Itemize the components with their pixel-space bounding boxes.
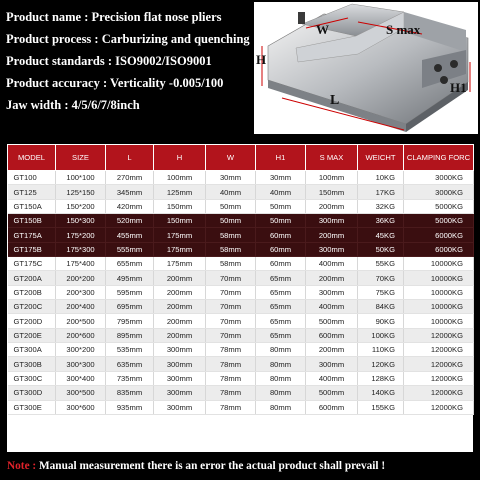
spec-table — [7, 144, 474, 415]
vise-illustration — [254, 2, 478, 134]
table-cell: 150*300 — [56, 214, 106, 228]
table-cell: 150mm — [154, 214, 206, 228]
table-cell: 300*200 — [56, 343, 106, 357]
table-cell: 60mm — [256, 257, 306, 271]
table-cell: 345mm — [106, 185, 154, 199]
table-cell: 80mm — [256, 386, 306, 400]
table-body — [8, 171, 474, 415]
table-cell: 78mm — [206, 371, 256, 385]
table-row — [8, 199, 474, 213]
table-cell: 595mm — [106, 285, 154, 299]
table-cell: 58mm — [206, 257, 256, 271]
note-label: Note : — [7, 460, 39, 472]
table-row — [8, 300, 474, 314]
table-cell: GT200B — [8, 285, 56, 299]
spec-product-name: Product name : Precision flat nose pliers — [6, 10, 222, 24]
table-cell: 175*300 — [56, 242, 106, 256]
screw-hole-right — [450, 60, 458, 68]
table-cell: 70mm — [206, 300, 256, 314]
table-cell: 200*500 — [56, 314, 106, 328]
table-cell: 65mm — [256, 314, 306, 328]
table-cell: 175mm — [154, 242, 206, 256]
table-cell: 300mm — [154, 343, 206, 357]
table-cell: 80mm — [256, 343, 306, 357]
spec-product-accuracy: Product accuracy : Verticality -0.005/100 — [6, 76, 224, 90]
table-cell: 200mm — [306, 343, 358, 357]
table-cell: 65mm — [256, 271, 306, 285]
w-label: W — [316, 22, 329, 37]
column-header: H — [154, 145, 206, 171]
table-cell: 935mm — [106, 400, 154, 414]
table-cell: GT300B — [8, 357, 56, 371]
table-cell: 300*500 — [56, 386, 106, 400]
table-cell: 45KG — [358, 228, 404, 242]
column-header: L — [106, 145, 154, 171]
table-cell: GT125 — [8, 185, 56, 199]
table-cell: 6000KG — [404, 242, 474, 256]
column-header: WEICHT — [358, 145, 404, 171]
table-row — [8, 228, 474, 242]
table-cell: 300mm — [154, 386, 206, 400]
table-cell: 175*200 — [56, 228, 106, 242]
table-cell: 36KG — [358, 214, 404, 228]
table-cell: GT175C — [8, 257, 56, 271]
table-cell: GT200C — [8, 300, 56, 314]
h-label: H — [256, 52, 267, 67]
table-cell: 78mm — [206, 386, 256, 400]
table-cell: 200*600 — [56, 328, 106, 342]
table-cell: 60mm — [256, 228, 306, 242]
table-cell: 300mm — [154, 400, 206, 414]
table-cell: 100*100 — [56, 171, 106, 185]
table-cell: 555mm — [106, 242, 154, 256]
table-cell: 12000KG — [404, 400, 474, 414]
table-cell: 300mm — [306, 214, 358, 228]
spec-product-process: Product process : Carburizing and quenching — [6, 32, 250, 46]
table-cell: 100mm — [154, 171, 206, 185]
table-cell: 50mm — [206, 214, 256, 228]
table-cell: 65mm — [256, 285, 306, 299]
table-cell: 200*300 — [56, 285, 106, 299]
table-cell: 65mm — [256, 328, 306, 342]
table-cell: 10KG — [358, 171, 404, 185]
table-cell: 500mm — [306, 386, 358, 400]
table-cell: 300mm — [154, 357, 206, 371]
table-cell: 300mm — [306, 357, 358, 371]
table-cell: 78mm — [206, 343, 256, 357]
table-cell: 10000KG — [404, 271, 474, 285]
table-cell: 70mm — [206, 285, 256, 299]
table-cell: GT150B — [8, 214, 56, 228]
table-cell: 110KG — [358, 343, 404, 357]
table-row — [8, 314, 474, 328]
table-cell: 300*400 — [56, 371, 106, 385]
table-row — [8, 171, 474, 185]
table-cell: 200mm — [154, 271, 206, 285]
table-cell: 270mm — [106, 171, 154, 185]
table-cell: 100mm — [306, 171, 358, 185]
table-row — [8, 386, 474, 400]
table-cell: GT200D — [8, 314, 56, 328]
table-row — [8, 185, 474, 199]
table-cell: 600mm — [306, 400, 358, 414]
screw-hole-bottom — [440, 76, 448, 84]
table-row — [8, 400, 474, 414]
table-cell: 300mm — [306, 242, 358, 256]
table-row — [8, 257, 474, 271]
product-header — [0, 0, 480, 138]
table-cell: 58mm — [206, 228, 256, 242]
table-cell: 80mm — [256, 400, 306, 414]
table-cell: 200mm — [154, 300, 206, 314]
table-row — [8, 242, 474, 256]
table-cell: 150*200 — [56, 199, 106, 213]
table-cell: 500mm — [306, 314, 358, 328]
table-cell: 175*400 — [56, 257, 106, 271]
table-cell: 50mm — [256, 199, 306, 213]
column-header: S MAX — [306, 145, 358, 171]
table-cell: 50mm — [206, 199, 256, 213]
table-cell: 300*300 — [56, 357, 106, 371]
table-cell: 80mm — [256, 371, 306, 385]
spec-jaw-width: Jaw width : 4/5/6/7/8inch — [6, 98, 140, 112]
table-cell: 200*200 — [56, 271, 106, 285]
table-cell: 100KG — [358, 328, 404, 342]
table-cell: 10000KG — [404, 300, 474, 314]
table-cell: 12000KG — [404, 357, 474, 371]
table-cell: 30mm — [206, 171, 256, 185]
table-cell: 6000KG — [404, 228, 474, 242]
table-cell: 200*400 — [56, 300, 106, 314]
table-cell: 10000KG — [404, 285, 474, 299]
table-row — [8, 328, 474, 342]
table-cell: GT175B — [8, 242, 56, 256]
table-cell: 60mm — [256, 242, 306, 256]
table-cell: 835mm — [106, 386, 154, 400]
disclaimer-note — [7, 457, 473, 475]
table-cell: 655mm — [106, 257, 154, 271]
table-cell: 200mm — [306, 228, 358, 242]
table-cell: GT300D — [8, 386, 56, 400]
table-cell: 600mm — [306, 328, 358, 342]
table-header-row — [8, 145, 474, 171]
table-row — [8, 214, 474, 228]
spec-product-standards: Product standards : ISO9002/ISO9001 — [6, 54, 212, 68]
column-header: SIZE — [56, 145, 106, 171]
table-cell: 200mm — [306, 199, 358, 213]
spec-table-container — [7, 144, 473, 452]
spec-list — [6, 6, 256, 116]
smax-label: S max — [386, 22, 421, 37]
table-cell: 90KG — [358, 314, 404, 328]
table-cell: 55KG — [358, 257, 404, 271]
table-cell: 150mm — [306, 185, 358, 199]
table-cell: 495mm — [106, 271, 154, 285]
table-cell: 455mm — [106, 228, 154, 242]
table-cell: 80mm — [256, 357, 306, 371]
table-cell: 400mm — [306, 257, 358, 271]
table-cell: 200mm — [154, 328, 206, 342]
table-cell: GT300C — [8, 371, 56, 385]
table-cell: 155KG — [358, 400, 404, 414]
table-cell: 17KG — [358, 185, 404, 199]
table-cell: 70mm — [206, 328, 256, 342]
table-cell: 65mm — [256, 300, 306, 314]
h1-label: H1 — [450, 80, 467, 95]
table-cell: 32KG — [358, 199, 404, 213]
table-row — [8, 285, 474, 299]
table-cell: GT200A — [8, 271, 56, 285]
table-cell: 10000KG — [404, 257, 474, 271]
table-cell: GT200E — [8, 328, 56, 342]
table-cell: GT150A — [8, 199, 56, 213]
table-cell: 175mm — [154, 228, 206, 242]
column-header: W — [206, 145, 256, 171]
table-cell: 10000KG — [404, 314, 474, 328]
table-cell: 300*600 — [56, 400, 106, 414]
table-cell: 12000KG — [404, 328, 474, 342]
table-cell: 400mm — [306, 300, 358, 314]
table-cell: 70mm — [206, 271, 256, 285]
l-label: L — [330, 93, 340, 108]
table-cell: 125mm — [154, 185, 206, 199]
table-row — [8, 271, 474, 285]
table-cell: 200mm — [306, 271, 358, 285]
table-cell: 30mm — [256, 171, 306, 185]
table-row — [8, 371, 474, 385]
table-cell: 140KG — [358, 386, 404, 400]
table-cell: 40mm — [256, 185, 306, 199]
table-cell: 3000KG — [404, 171, 474, 185]
table-cell: 84KG — [358, 300, 404, 314]
table-cell: 125*150 — [56, 185, 106, 199]
table-cell: 78mm — [206, 400, 256, 414]
table-cell: 535mm — [106, 343, 154, 357]
table-cell: GT300E — [8, 400, 56, 414]
table-cell: 50mm — [256, 214, 306, 228]
table-cell: 3000KG — [404, 185, 474, 199]
table-cell: 300mm — [306, 285, 358, 299]
column-header: CLAMPING FORC — [404, 145, 474, 171]
table-cell: 895mm — [106, 328, 154, 342]
table-cell: 520mm — [106, 214, 154, 228]
table-cell: 12000KG — [404, 386, 474, 400]
table-cell: 58mm — [206, 242, 256, 256]
table-cell: GT100 — [8, 171, 56, 185]
table-cell: 695mm — [106, 300, 154, 314]
column-header: H1 — [256, 145, 306, 171]
table-cell: 200mm — [154, 285, 206, 299]
table-cell: 5000KG — [404, 199, 474, 213]
table-cell: GT300A — [8, 343, 56, 357]
table-cell: 175mm — [154, 257, 206, 271]
table-cell: 5000KG — [404, 214, 474, 228]
table-cell: 735mm — [106, 371, 154, 385]
table-cell: 70mm — [206, 314, 256, 328]
note-text: Manual measurement there is an error the actual product shall prevail ! — [39, 460, 386, 472]
table-cell: 200mm — [154, 314, 206, 328]
table-row — [8, 357, 474, 371]
table-cell: 12000KG — [404, 343, 474, 357]
table-cell: 70KG — [358, 271, 404, 285]
screw-hole-top — [434, 64, 442, 72]
table-cell: 50KG — [358, 242, 404, 256]
table-cell: 128KG — [358, 371, 404, 385]
table-cell: 635mm — [106, 357, 154, 371]
table-cell: 75KG — [358, 285, 404, 299]
table-cell: 120KG — [358, 357, 404, 371]
table-cell: 300mm — [154, 371, 206, 385]
table-cell: 78mm — [206, 357, 256, 371]
table-cell: 150mm — [154, 199, 206, 213]
vise-product-photo — [254, 2, 478, 134]
table-cell: 40mm — [206, 185, 256, 199]
column-header: MODEL — [8, 145, 56, 171]
table-cell: GT175A — [8, 228, 56, 242]
table-row — [8, 343, 474, 357]
table-cell: 795mm — [106, 314, 154, 328]
table-cell: 420mm — [106, 199, 154, 213]
handle-nub — [298, 12, 305, 24]
table-cell: 12000KG — [404, 371, 474, 385]
table-cell: 400mm — [306, 371, 358, 385]
